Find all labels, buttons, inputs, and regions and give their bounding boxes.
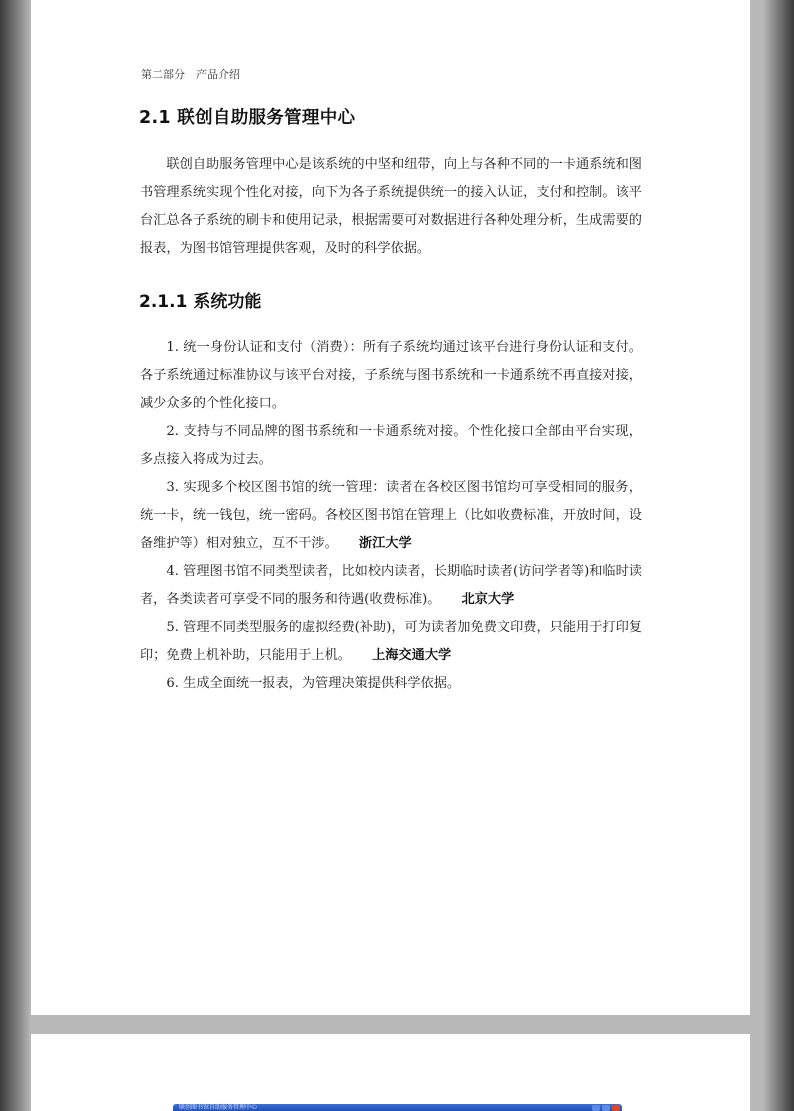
feature-text: 1. 统一身份认证和支付（消费）：所有子系统均通过该平台进行身份认证和支付。各子系统通过标准协议与该平台对接，子系统与图书系统和一卡通系统不再直接对接，减少众多的个性化接口。 [140, 340, 642, 411]
university-name: 上海交通大学 [372, 648, 452, 663]
feature-text: 2. 支持与不同品牌的图书系统和一卡通系统对接。个性化接口全部由平台实现，多点接入将成为过去。 [140, 424, 642, 467]
university-name: 浙江大学 [358, 536, 412, 551]
screenshot-window-titlebar [173, 1104, 622, 1111]
feature-item [140, 418, 642, 474]
feature-list [140, 334, 642, 698]
feature-item [140, 334, 642, 418]
running-head: 第二部分 产品介绍 [141, 68, 240, 81]
minimize-icon [592, 1105, 600, 1111]
feature-text: 3. 实现多个校区图书馆的统一管理：读者在各校区图书馆均可享受相同的服务，统一卡，统一钱包，统一密码。各校区图书馆在管理上（比如收费标准，开放时间，设备维护等）相对独立，互不干涉。 [140, 480, 642, 551]
feature-item [140, 474, 642, 558]
feature-item [140, 614, 642, 670]
university-name: 北京大学 [461, 592, 515, 607]
maximize-icon [602, 1105, 610, 1111]
section-title: 2.1 联创自助服务管理中心 [139, 108, 356, 128]
subsection-title: 2.1.1 系统功能 [139, 292, 262, 312]
feature-text: 6. 生成全面统一报表，为管理决策提供科学依据。 [166, 676, 461, 691]
document-page-1 [31, 0, 750, 1015]
feature-item [140, 558, 642, 614]
document-page-2 [31, 1034, 750, 1111]
intro-paragraph: 联创自助服务管理中心是该系统的中坚和纽带，向上与各种不同的一卡通系统和图书管理系统实现个性化对接，向下为各子系统提供统一的接入认证，支付和控制。该平台汇总各子系统的刷卡和使用记录，根据需要可对数据进行各种处理分析，生成需要的报表，为图书馆管理提供客观，及时的科学依据。 [140, 157, 642, 256]
feature-item [140, 670, 642, 698]
screenshot-window-title: 联创图书馆自助服务管理中心 [179, 1104, 258, 1111]
feature-text: 5. 管理不同类型服务的虚拟经费(补助)，可为读者加免费文印费，只能用于打印复印；免费上机补助，只能用于上机。 [140, 620, 642, 663]
feature-text: 4. 管理图书馆不同类型读者，比如校内读者，长期临时读者(访问学者等)和临时读者，各类读者可享受不同的服务和待遇(收费标准)。 [140, 564, 642, 607]
close-icon [612, 1105, 620, 1111]
